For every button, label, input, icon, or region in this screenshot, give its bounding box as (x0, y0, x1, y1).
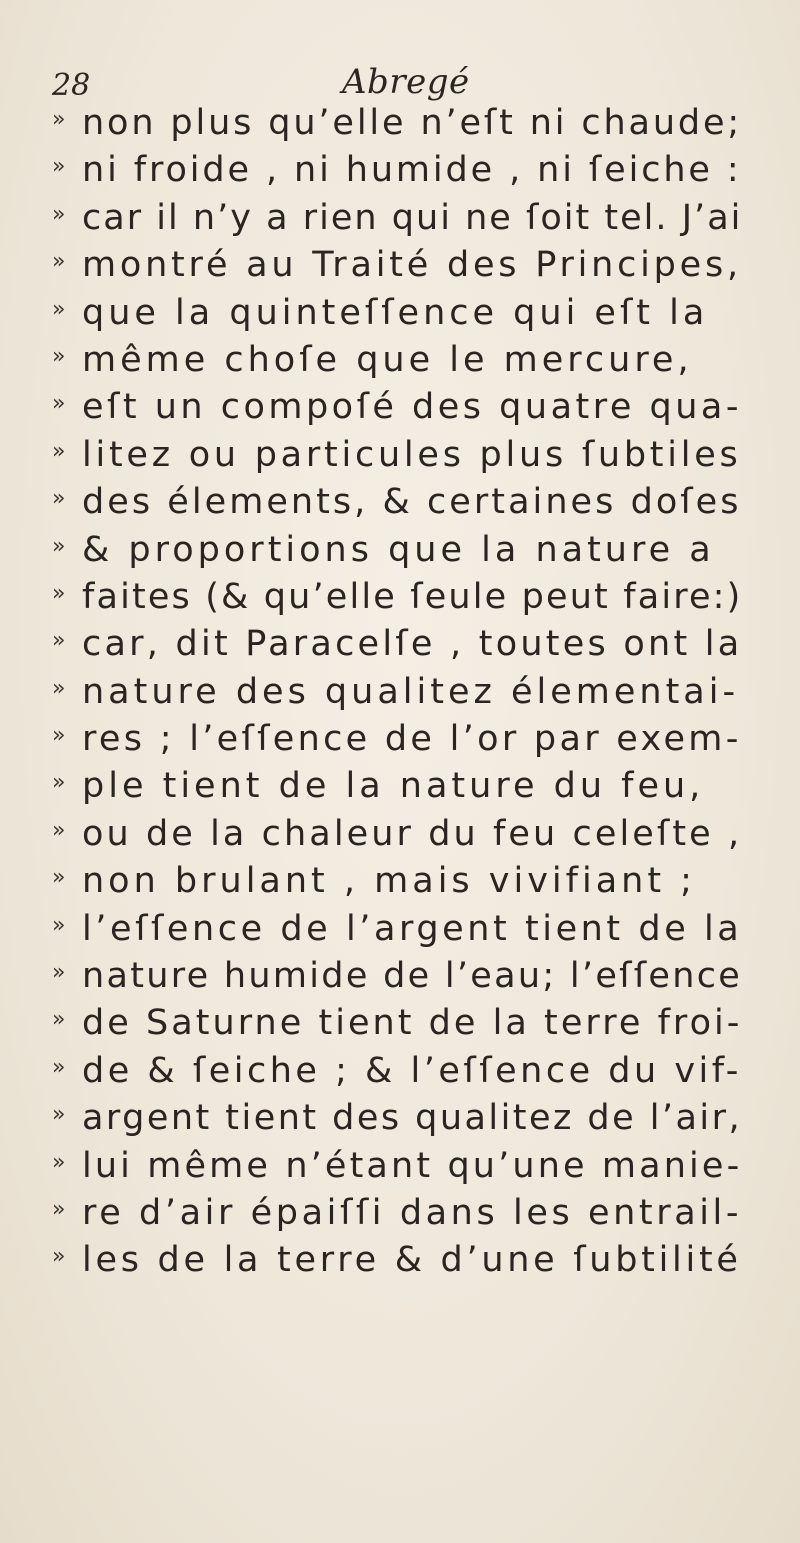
text-line (52, 527, 752, 574)
line-text: ni froide , ni humide , ni ſeiche : (82, 150, 742, 191)
text-line (52, 1237, 752, 1284)
text-line (52, 1000, 752, 1047)
quotation-mark: » (52, 296, 66, 322)
quotation-mark: » (52, 675, 66, 701)
quotation-mark: » (52, 533, 66, 559)
quotation-mark: » (52, 438, 66, 464)
text-line (52, 290, 752, 337)
text-line (52, 432, 752, 479)
text-line (52, 242, 752, 289)
text-line (52, 906, 752, 953)
line-text: les de la terre & d’une ſubtilité (82, 1240, 742, 1281)
quotation-mark: » (52, 817, 66, 843)
line-text: res ; l’eſſence de l’or par exem- (82, 719, 742, 760)
quotation-mark: » (52, 154, 66, 180)
line-text: l’eſſence de l’argent tient de la (82, 908, 743, 949)
text-line (52, 763, 752, 810)
quotation-mark: » (52, 1149, 66, 1175)
quotation-mark: » (52, 770, 66, 796)
line-text: de Saturne tient de la terre froi- (82, 1003, 743, 1044)
quotation-mark: » (52, 1102, 66, 1128)
line-text: litez ou particules plus ſubtiles (82, 434, 742, 475)
text-line (52, 147, 752, 194)
line-text: même choſe que le mercure, (82, 339, 693, 380)
line-text: nature humide de l’eau; l’eſſence (82, 956, 743, 997)
line-text: car, dit Paracelſe , toutes ont la (82, 624, 743, 665)
text-line (52, 384, 752, 431)
line-text: nature des qualitez élementai- (82, 671, 740, 712)
text-line (52, 1190, 752, 1237)
quotation-mark: » (52, 249, 66, 275)
line-text: lui même n’étant qu’une manie- (82, 1145, 743, 1186)
text-line (52, 621, 752, 668)
text-line (52, 1143, 752, 1190)
line-text: ple tient de la nature du feu, (82, 766, 705, 807)
text-line (52, 195, 752, 242)
line-text: re d’air épaiſſi dans les entrail- (82, 1192, 743, 1233)
line-text: des élements, & certaines doſes (82, 482, 742, 523)
text-line (52, 953, 752, 1000)
quotation-mark: » (52, 201, 66, 227)
text-line (52, 1048, 752, 1095)
quotation-mark: » (52, 723, 66, 749)
line-text: car il n’y a rien qui ne ſoit tel. J’ai (82, 197, 743, 238)
text-line (52, 574, 752, 621)
line-text: non brulant , mais vivifiant ; (82, 861, 696, 902)
text-line (52, 1095, 752, 1142)
line-text: ou de la chaleur du feu celeſte , (82, 813, 743, 854)
text-line (52, 100, 752, 147)
quotation-mark: » (52, 1196, 66, 1222)
quotation-mark: » (52, 960, 66, 986)
text-line (52, 858, 752, 905)
text-line (52, 479, 752, 526)
line-text: que la quinteſſence qui eſt la (82, 292, 709, 333)
text-line (52, 716, 752, 763)
line-text: de & ſeiche ; & l’eſſence du vif- (82, 1050, 742, 1091)
text-line (52, 811, 752, 858)
text-line (52, 669, 752, 716)
quotation-mark: » (52, 912, 66, 938)
text-line (52, 337, 752, 384)
line-text: eſt un compoſé des quatre qua- (82, 387, 742, 428)
quotation-mark: » (52, 580, 66, 606)
quotation-mark: » (52, 628, 66, 654)
quotation-mark: » (52, 1244, 66, 1270)
quotation-mark: » (52, 391, 66, 417)
line-text: & proportions que la nature a (82, 529, 715, 570)
body-text (52, 100, 752, 1285)
quotation-mark: » (52, 865, 66, 891)
quotation-mark: » (52, 343, 66, 369)
line-text: faites (& qu’elle ſeule peut faire:) (82, 576, 743, 617)
quotation-mark: » (52, 107, 66, 132)
running-head: Abregé (342, 62, 470, 102)
line-text: montré au Traité des Principes, (82, 245, 742, 286)
line-text: non plus qu’elle n’eſt ni chaude; (82, 103, 743, 143)
line-text: argent tient des qualitez de l’air, (82, 1098, 743, 1139)
quotation-mark: » (52, 1007, 66, 1033)
quotation-mark: » (52, 486, 66, 512)
quotation-mark: » (52, 1054, 66, 1080)
page-number: 28 (52, 68, 91, 103)
